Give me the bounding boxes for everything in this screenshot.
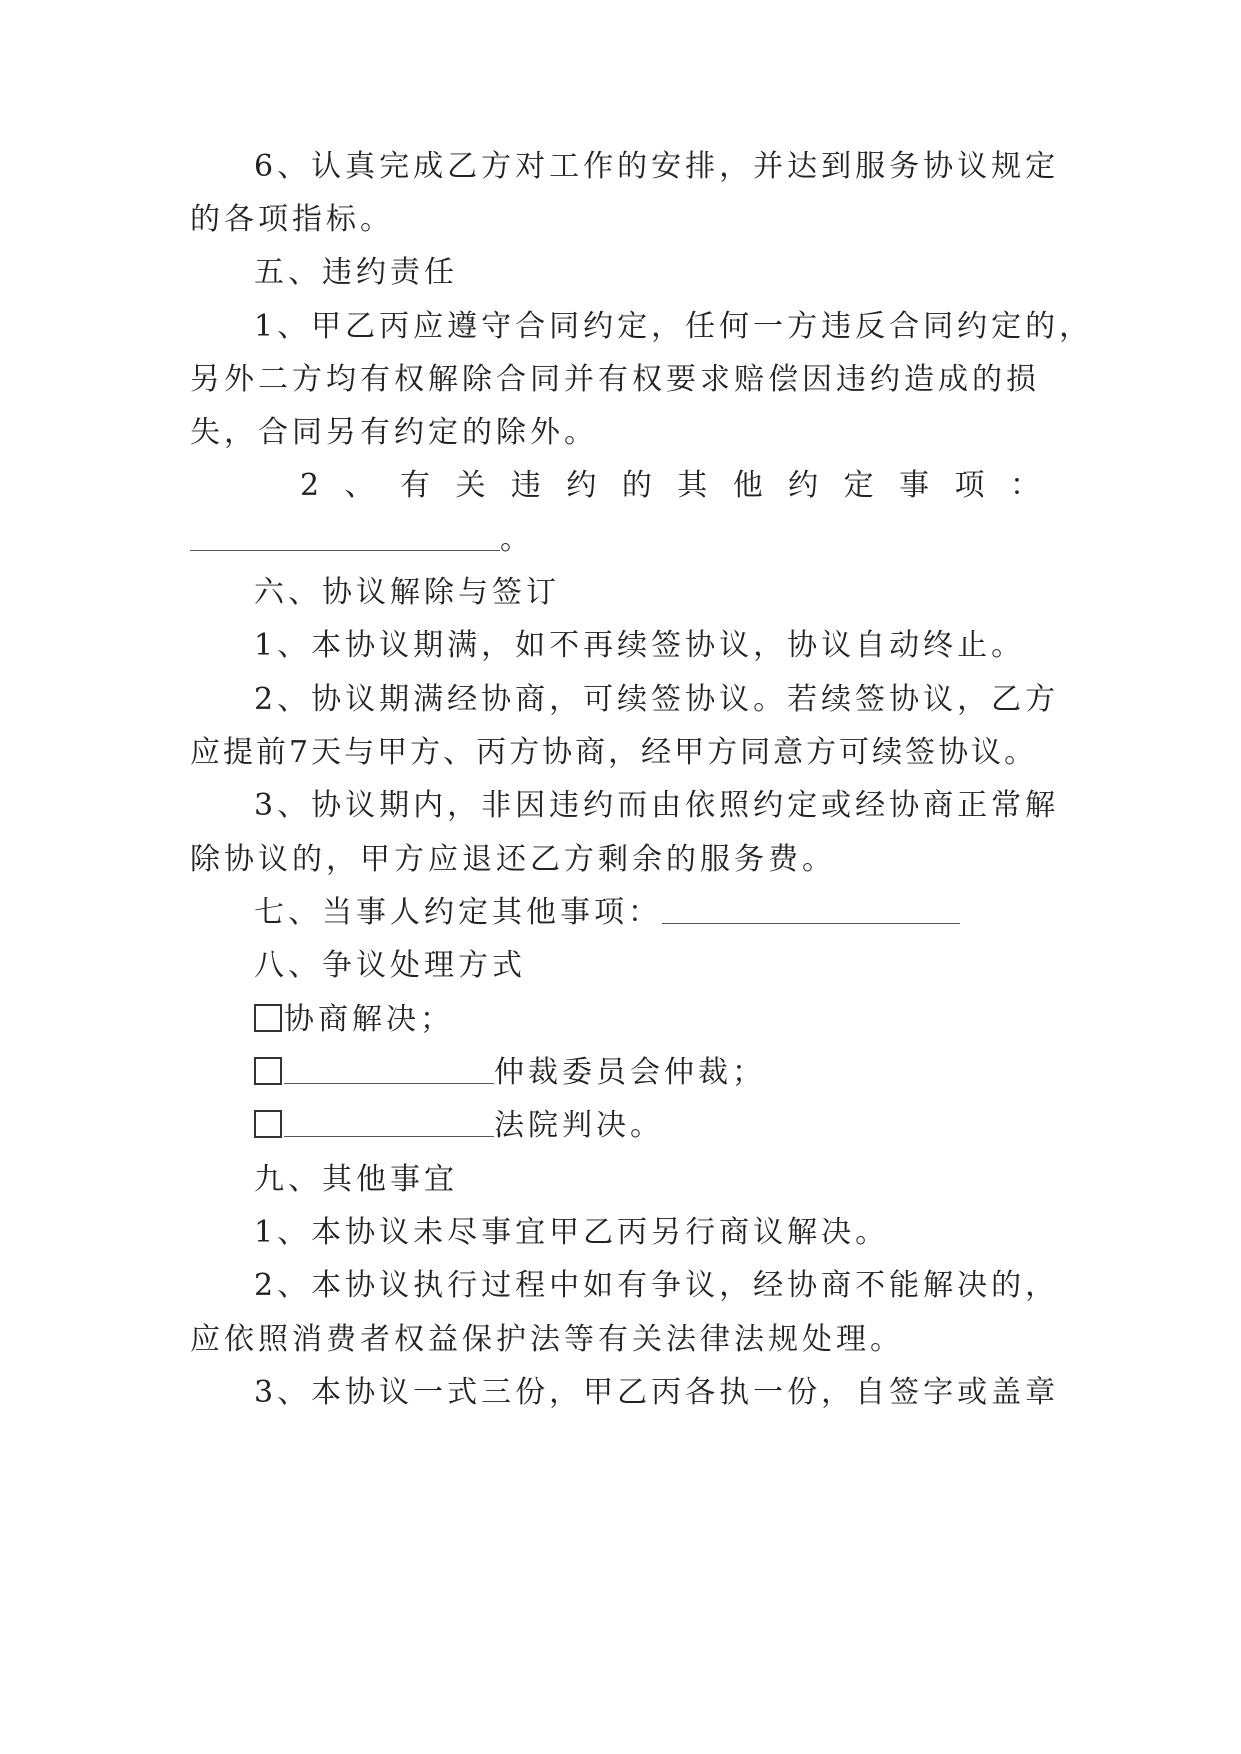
paragraph-line: 除协议的，甲方应退还乙方剩余的服务费。 <box>190 842 836 877</box>
paragraph-line: 的各项指标。 <box>190 202 394 237</box>
spread-character: ： <box>1009 468 1040 503</box>
spread-character: 事 <box>899 468 930 503</box>
fill-in-blank <box>190 522 500 551</box>
spread-character: 其 <box>677 468 708 503</box>
checkbox-icon <box>254 1004 282 1032</box>
option-line <box>254 1053 1114 1093</box>
option-label: 法院判决。 <box>494 1108 664 1143</box>
blank-line <box>190 520 1050 560</box>
spread-character: 约 <box>788 468 819 503</box>
spread-character: 关 <box>455 468 486 503</box>
paragraph-line: 1、本协议未尽事宜甲乙丙另行商议解决。 <box>254 1215 890 1250</box>
paragraph-line-justified <box>300 466 1040 506</box>
period-text: 。 <box>500 522 534 557</box>
paragraph-line: 1、甲乙丙应遵守合同约定，任何一方违反合同约定的， <box>254 309 1094 344</box>
spread-character: 、 <box>344 468 375 503</box>
paragraph-line: 3、协议期内，非因违约而由依照约定或经协商正常解 <box>254 788 1060 823</box>
paragraph-line: 2、协议期满经协商，可续签协议。若续签协议，乙方 <box>254 682 1060 717</box>
paragraph-line: 应依照消费者权益保护法等有关法律法规处理。 <box>190 1322 904 1357</box>
other-matters-label: 七、当事人约定其他事项： <box>254 895 662 930</box>
spread-character: 违 <box>510 468 541 503</box>
paragraph-line: 1、本协议期满，如不再续签协议，协议自动终止。 <box>254 628 1026 663</box>
option-line <box>254 1000 1114 1040</box>
paragraph-line <box>254 893 1114 933</box>
spread-character: 定 <box>843 468 874 503</box>
option-label: 协商解决； <box>284 1002 454 1037</box>
spread-character: 他 <box>732 468 763 503</box>
spread-character: 约 <box>566 468 597 503</box>
paragraph-line: 6、认真完成乙方对工作的安排，并达到服务协议规定 <box>254 149 1060 184</box>
spread-character: 项 <box>954 468 985 503</box>
paragraph-line: 应提前7天与甲方、丙方协商，经甲方同意方可续签协议。 <box>190 735 1038 770</box>
section-heading: 五、违约责任 <box>254 255 458 290</box>
spread-character: 的 <box>621 468 652 503</box>
spread-character: 有 <box>400 468 430 503</box>
fill-in-blank <box>284 1055 494 1084</box>
spread-character: 2 <box>300 468 320 503</box>
section-heading: 六、协议解除与签订 <box>254 575 560 610</box>
option-label: 仲裁委员会仲裁； <box>494 1055 766 1090</box>
paragraph-line: 另外二方均有权解除合同并有权要求赔偿因违约造成的损 <box>190 362 1040 397</box>
checkbox-icon <box>254 1057 282 1085</box>
paragraph-line: 3、本协议一式三份，甲乙丙各执一份，自签字或盖章 <box>254 1375 1060 1410</box>
fill-in-blank <box>284 1108 494 1137</box>
section-heading: 九、其他事宜 <box>254 1162 458 1197</box>
fill-in-blank <box>662 895 960 924</box>
paragraph-line: 2、本协议执行过程中如有争议，经协商不能解决的， <box>254 1268 1060 1303</box>
section-heading: 八、争议处理方式 <box>254 948 526 983</box>
paragraph-line: 失，合同另有约定的除外。 <box>190 415 598 450</box>
option-line <box>254 1106 1114 1146</box>
checkbox-icon <box>254 1110 282 1138</box>
